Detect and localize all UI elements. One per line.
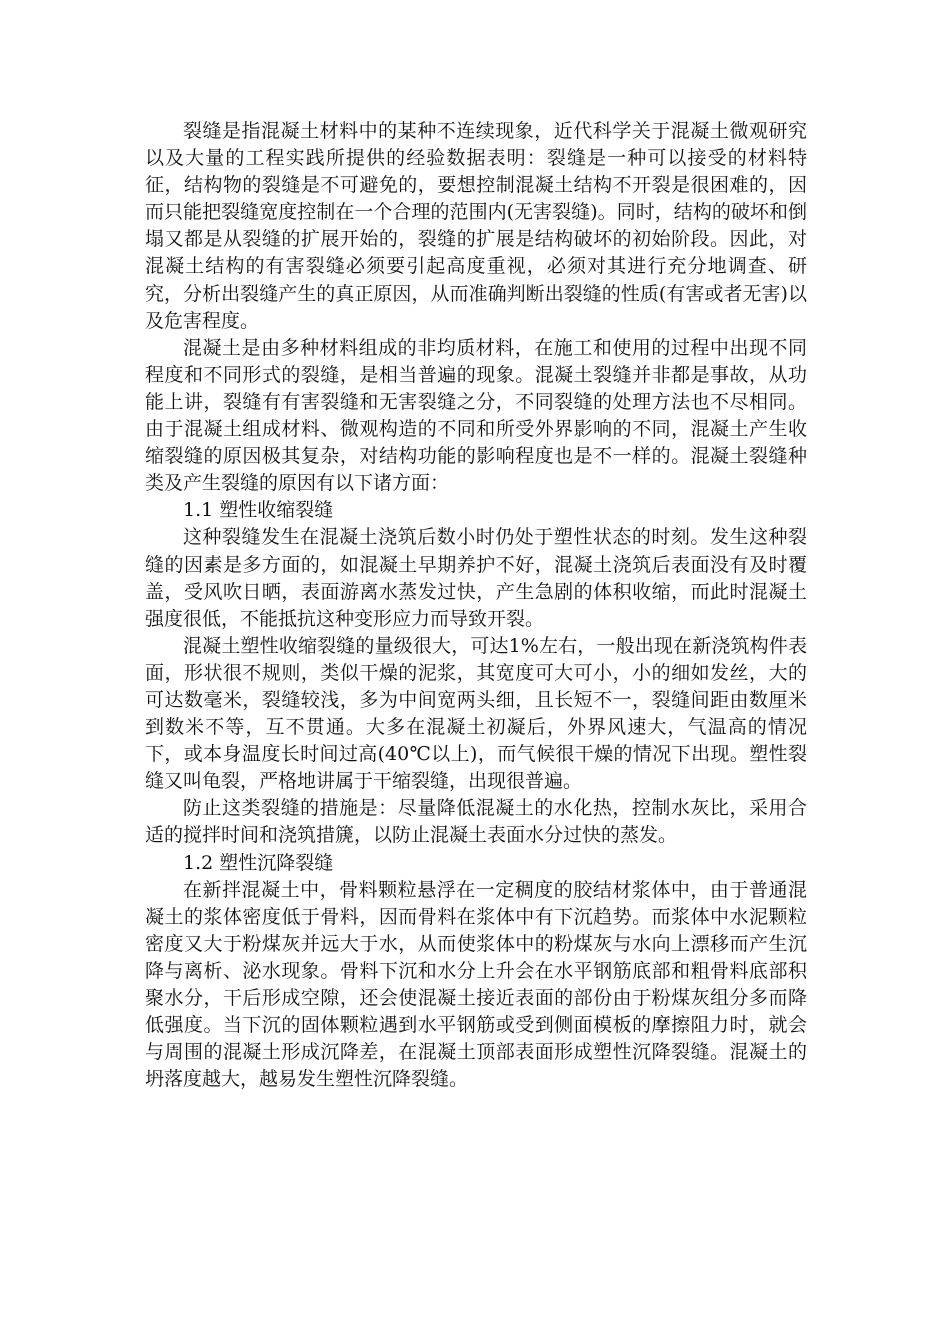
- paragraph-plastic-shrinkage-characteristics: 混凝土塑性收缩裂缝的量级很大，可达1%左右，一般出现在新浇筑构件表面，形状很不规则，类似干燥的泥浆，其宽度可大可小，小的细如发丝，大的可达数毫米，裂缝较浅，多为中间宽两头细，且长短不一，裂缝间距由数厘米到数米不等，互不贯通。大多在混凝土初凝后，外界风速大，气温高的情况下，或本身温度长时间过高(40℃以上)，而气候很干燥的情况下出现。塑性裂缝又叫龟裂，严格地讲属于干缩裂缝，出现很普遍。: [145, 634, 807, 793]
- paragraph-plastic-shrinkage-prevention: 防止这类裂缝的措施是：尽量降低混凝土的水化热，控制水灰比，采用合适的搅拌时间和浇筑措篪，以防止混凝土表面水分过快的蒸发。: [145, 797, 807, 847]
- section-heading-plastic-shrinkage: 1.1 塑性收缩裂缝: [183, 499, 334, 522]
- paragraph-crack-causes-intro: 混凝土是由多种材料组成的非均质材料，在施工和使用的过程中出现不同程度和不同形式的裂缝，是相当普遍的现象。混凝土裂缝并非都是事故，从功能上讲，裂缝有有害裂缝和无害裂缝之分，不同裂缝的处理方法也不尽相同。由于混凝土组成材料、微观构造的不同和所受外界影响的不同，混凝土产生收缩裂缝的原因极其复杂，对结构功能的影响程度也是不一样的。混凝土裂缝种类及产生裂缝的原因有以下诸方面：: [145, 336, 807, 495]
- paragraph-plastic-settlement: 在新拌混凝土中，骨料颗粒悬浮在一定稠度的胶结材浆体中，由于普通混凝土的浆体密度低于骨料，因而骨料在浆体中有下沉趋势。而浆体中水泥颗粒密度又大于粉煤灰并远大于水，从而使浆体中的粉煤灰与水向上漂移而产生沉降与离析、泌水现象。骨料下沉和水分上升会在水平钢筋底部和粗骨料底部积聚水分，干后形成空隙，还会使混凝土接近表面的部份由于粉煤灰组分多而降低强度。当下沉的固体颗粒遇到水平钢筋或受到侧面模板的摩擦阻力时，就会与周围的混凝土形成沉降差，在混凝土顶部表面形成塑性沉降裂缝。混凝土的坍落度越大，越易发生塑性沉降裂缝。: [145, 878, 807, 1091]
- section-heading-plastic-settlement: 1.2 塑性沉降裂缝: [183, 851, 334, 874]
- paragraph-plastic-shrinkage-cause: 这种裂缝发生在混凝土浇筑后数小时仍处于塑性状态的时刻。发生这种裂缝的因素是多方面的，如混凝土早期养护不好，混凝土浇筑后表面没有及时覆盖，受风吹日晒，表面游离水蒸发过快，产生急剧的体积收缩，而此时混凝土强度很低，不能抵抗这种变形应力而导致开裂。: [145, 526, 807, 630]
- document-body: [145, 118, 807, 1093]
- paragraph-crack-definition: 裂缝是指混凝土材料中的某种不连续现象，近代科学关于混凝土微观研究以及大量的工程实践所提供的经验数据表明：裂缝是一种可以接受的材料特征，结构物的裂缝是不可避免的，要想控制混凝土结构不开裂是很困难的，因而只能把裂缝宽度控制在一个合理的范围内(无害裂缝)。同时，结构的破坏和倒塌又都是从裂缝的扩展开始的，裂缝的扩展是结构破坏的初始阶段。因此，对混凝土结构的有害裂缝必须要引起高度重视，必须对其进行充分地调查、研究，分析出裂缝产生的真正原因，从而准确判断出裂缝的性质(有害或者无害)以及危害程度。: [145, 120, 807, 332]
